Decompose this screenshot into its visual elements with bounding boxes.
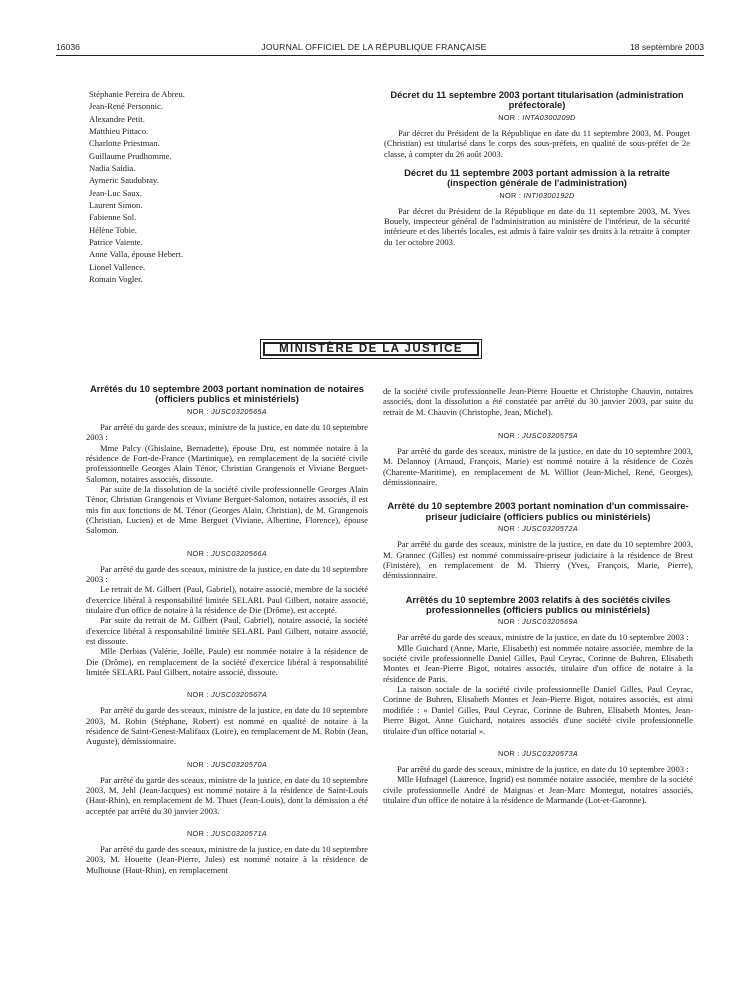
paragraph: Mlle Derbias (Valérie, Joëlle, Paule) est nommée notaire à la résidence de Die (Drôme), en remplacement de la société d'exercice libéral à responsabilité limitée SELARL Paul Gilbert, notaire associé, dissoute. — [86, 646, 368, 678]
nor-reference: NOR : JUSC0320565A — [186, 406, 268, 416]
page-header — [0, 42, 748, 56]
nor-reference: NOR : JUSC0320571A — [186, 829, 268, 839]
ministry-heading-box — [260, 339, 482, 359]
nor-reference: NOR : JUSC0320567A — [186, 690, 268, 700]
list-item: Anne Valla, épouse Hebert. — [89, 249, 184, 260]
paragraph: Par suite de la dissolution de la société civile professionnelle Georges Alain Ténor, Christian Grangenois et Viviane Berguet-Salomon, notaires associés, il est mis fin aux fonctions de M. Ténor (Georges Alain, Christian), de M. Grangenois (Christian, Lucien) et de Mme Berguet (Viviane, Albertine, Florence), épouse Salomon. — [86, 483, 368, 536]
paragraph: Par arrêté du garde des sceaux, ministre de la justice, en date du 10 septembre 2003 : — [397, 632, 689, 643]
paragraph: Mme Palcy (Ghislaine, Bernadette), épouse Dru, est nommée notaire à la résidence de Fort-de-France (Martinique), en remplacement de la société civile professionnelle Georges Alain Ténor, Christian Grangenois et Viviane Berguet-Salomon, notaires associés, dissoute. — [86, 442, 368, 484]
right-column — [383, 386, 693, 805]
paragraph: Par arrêté du garde des sceaux, ministre de la justice, en date du 10 septembre 2003, M. Houette (Jean-Pierre, Jules) est nommé notaire à la résidence de Mulhouse (Haut-Rhin), en remplacement — [86, 844, 368, 875]
nor-reference: NOR : JUSC0320570A — [186, 759, 268, 769]
paragraph: Par arrêté du garde des sceaux, ministre de la justice, en date du 10 septembre 2003 : — [86, 563, 368, 584]
nor-reference: NOR : INTI0300192D — [499, 190, 575, 200]
paragraph: Par suite du retrait de M. Gilbert (Paul, Gabriel), notaire associé, la société d'exercice libéral à responsabilité limitée SELARL Paul Gilbert, notaire associé, est dissoute. — [86, 615, 368, 646]
list-item: Charlotte Priestman. — [89, 138, 160, 149]
nor-reference: NOR : JUSC0320575A — [497, 431, 579, 441]
page-number: 16036 — [56, 42, 80, 52]
section-title: Arrêté du 10 septembre 2003 portant nomination d'un commissaire-priseur judiciaire (officiers publics ou ministériels) — [387, 500, 689, 522]
list-item: Alexandre Petit. — [89, 113, 145, 124]
nor-reference: NOR : JUSC0320566A — [186, 548, 268, 558]
paragraph: Par arrêté du garde des sceaux, ministre de la justice, en date du 10 septembre 2003, M. Robin (Stéphane, Robert) est nommé en qualité de notaire à la résidence de Saint-Genest-Malifaux (Loire), en remplacement de M. Robin (Jean, Auguste), démissionnaire. — [86, 705, 368, 747]
names-list — [89, 88, 349, 286]
header-rule — [56, 55, 704, 56]
paragraph: Par arrêté du garde des sceaux, ministre de la justice, en date du 10 septembre 2003 : — [86, 421, 368, 443]
paragraph: La raison sociale de la société civile professionnelle Daniel Gilles, Paul Ceyrac, Corinne de Buhren, Elisabeth Montes et Jean-Pierre Bigot, notaires associés, est ainsi modifiée : « Daniel Gilles, Paul Ceyrac, Corinne de Buhren, Elisabeth Montes, Jean-Pierre Bigot, Anne Guichard, notaires associés d'une société civile professionnelle titulaire d'un office notarial ». — [383, 684, 693, 736]
decrees-column — [384, 90, 690, 247]
list-item: Stéphanie Pereira de Abreu. — [89, 89, 185, 99]
list-item: Lionel Vallence. — [89, 261, 146, 272]
nor-reference: NOR : JUSC0320572A — [497, 524, 579, 534]
decree-text: Par décret du Président de la République en date du 11 septembre 2003, M. Yves Bouely, inspecteur général de l'administration au ministère de l'intérieur, de la sécurité intérieure et des libertés locales, est admis à faire valoir ses droits à la retraite à compter du 1er octobre 2003. — [384, 205, 690, 247]
issue-date: 18 septembre 2003 — [629, 42, 704, 52]
paragraph: Par arrêté du garde des sceaux, ministre de la justice, en date du 10 septembre 2003, M. Jehl (Jean-Jacques) est nommé notaire à la résidence de Saint-Louis (Haut-Rhin), en remplacement de M. Thuet (Jean-Louis), dont la démission a été acceptée par arrêté du 30 janvier 2003. — [86, 774, 368, 816]
ministry-heading: MINISTÈRE DE LA JUSTICE — [263, 342, 479, 356]
list-item: Jean-Luc Saux. — [89, 187, 142, 198]
list-item: Hélène Tobie. — [89, 224, 137, 235]
paragraph-continuation: de la société civile professionnelle Jean-Pierre Houette et Christophe Chauvin, notaires associés, dont la dissolution a été constatée par arrêté du 30 janvier 2003, par suite du retrait de M. Chauvin (Christophe, Jean, Michel). — [383, 386, 693, 417]
paragraph: Par arrêté du garde des sceaux, ministre de la justice, en date du 10 septembre 2003 : — [397, 763, 689, 774]
decree-title: Décret du 11 septembre 2003 portant admission à la retraite (inspection générale de l'administration) — [404, 166, 670, 189]
journal-title: JOURNAL OFFICIEL DE LA RÉPUBLIQUE FRANÇAISE — [261, 42, 487, 52]
paragraph: Le retrait de M. Gilbert (Paul, Gabriel), notaire associé, membre de la société d'exercice libéral à responsabilité limitée SELARL Paul Gilbert, notaire associé, titulaire d'un office de notaire à la résidence de Die (Drôme), est accepté. — [86, 584, 368, 615]
paragraph: Mlle Hufnagel (Laurence, Ingrid) est nommée notaire associée, membre de la société civile professionnelle André de Maignas et Jean-Marc Montegut, notaires associés, titulaire d'un office de notaire à la résidence de Marmande (Lot-et-Garonne). — [383, 774, 693, 805]
nor-reference: NOR : JUSC0320569A — [497, 617, 579, 627]
section-title: Arrêtés du 10 septembre 2003 relatifs à des sociétés civiles professionnelles (officiers publics ou ministériels) — [405, 593, 671, 615]
decree-text: Par décret du Président de la République en date du 11 septembre 2003, M. Pouget (Christian) est titularisé dans le corps des sous-préfets, en qualité de sous-préfet de 2e classe, à compter du 26 août 2003. — [384, 127, 690, 159]
list-item: Fabienne Sol. — [89, 212, 137, 223]
section-title: Arrêtés du 10 septembre 2003 portant nomination de notaires (officiers publics et ministériels) — [89, 383, 365, 405]
list-item: Aymeric Saudubray. — [89, 175, 159, 186]
list-item: Nadia Saidia. — [89, 163, 136, 174]
left-column — [86, 384, 368, 875]
list-item: Jean-René Personnic. — [89, 101, 163, 112]
list-item: Romain Vogler. — [89, 274, 143, 285]
list-item: Matthieu Pittaco. — [89, 126, 149, 137]
nor-reference: NOR : INTA0300209D — [498, 112, 576, 122]
list-item: Laurent Simon. — [89, 200, 143, 211]
paragraph: Mlle Guichard (Anne, Marie, Elisabeth) est nommée notaire associée, membre de la société civile professionnelle Daniel Gilles, Paul Ceyrac, Corinne de Buhren, Elisabeth Montes et Jean-Pierre Bigot, notaires associés, titulaire d'un office de notaire à la résidence de Paris. — [383, 642, 693, 684]
paragraph: Par arrêté du garde des sceaux, ministre de la justice, en date du 10 septembre 2003, M. Grannec (Gilles) est nommé commissaire-priseur judiciaire à la résidence de Brest (Finistère), en remplacement de M. Thierry (Yves, François, Marie, Pierre), démissionnaire. — [383, 539, 693, 581]
list-item: Guillaume Prudhomme. — [89, 150, 172, 161]
paragraph: Par arrêté du garde des sceaux, ministre de la justice, en date du 10 septembre 2003, M. Delannoy (Arnaud, François, Marie) est nommé notaire à la résidence de Cozès (Charente-Maritime), en remplacement de M. Williot (Jean-Michel, René, Georges), démissionnaire. — [383, 446, 693, 488]
list-item: Patrice Vaiente. — [89, 237, 143, 248]
decree-title: Décret du 11 septembre 2003 portant titularisation (administration préfectorale) — [390, 89, 684, 111]
nor-reference: NOR : JUSC0320573A — [497, 748, 579, 758]
